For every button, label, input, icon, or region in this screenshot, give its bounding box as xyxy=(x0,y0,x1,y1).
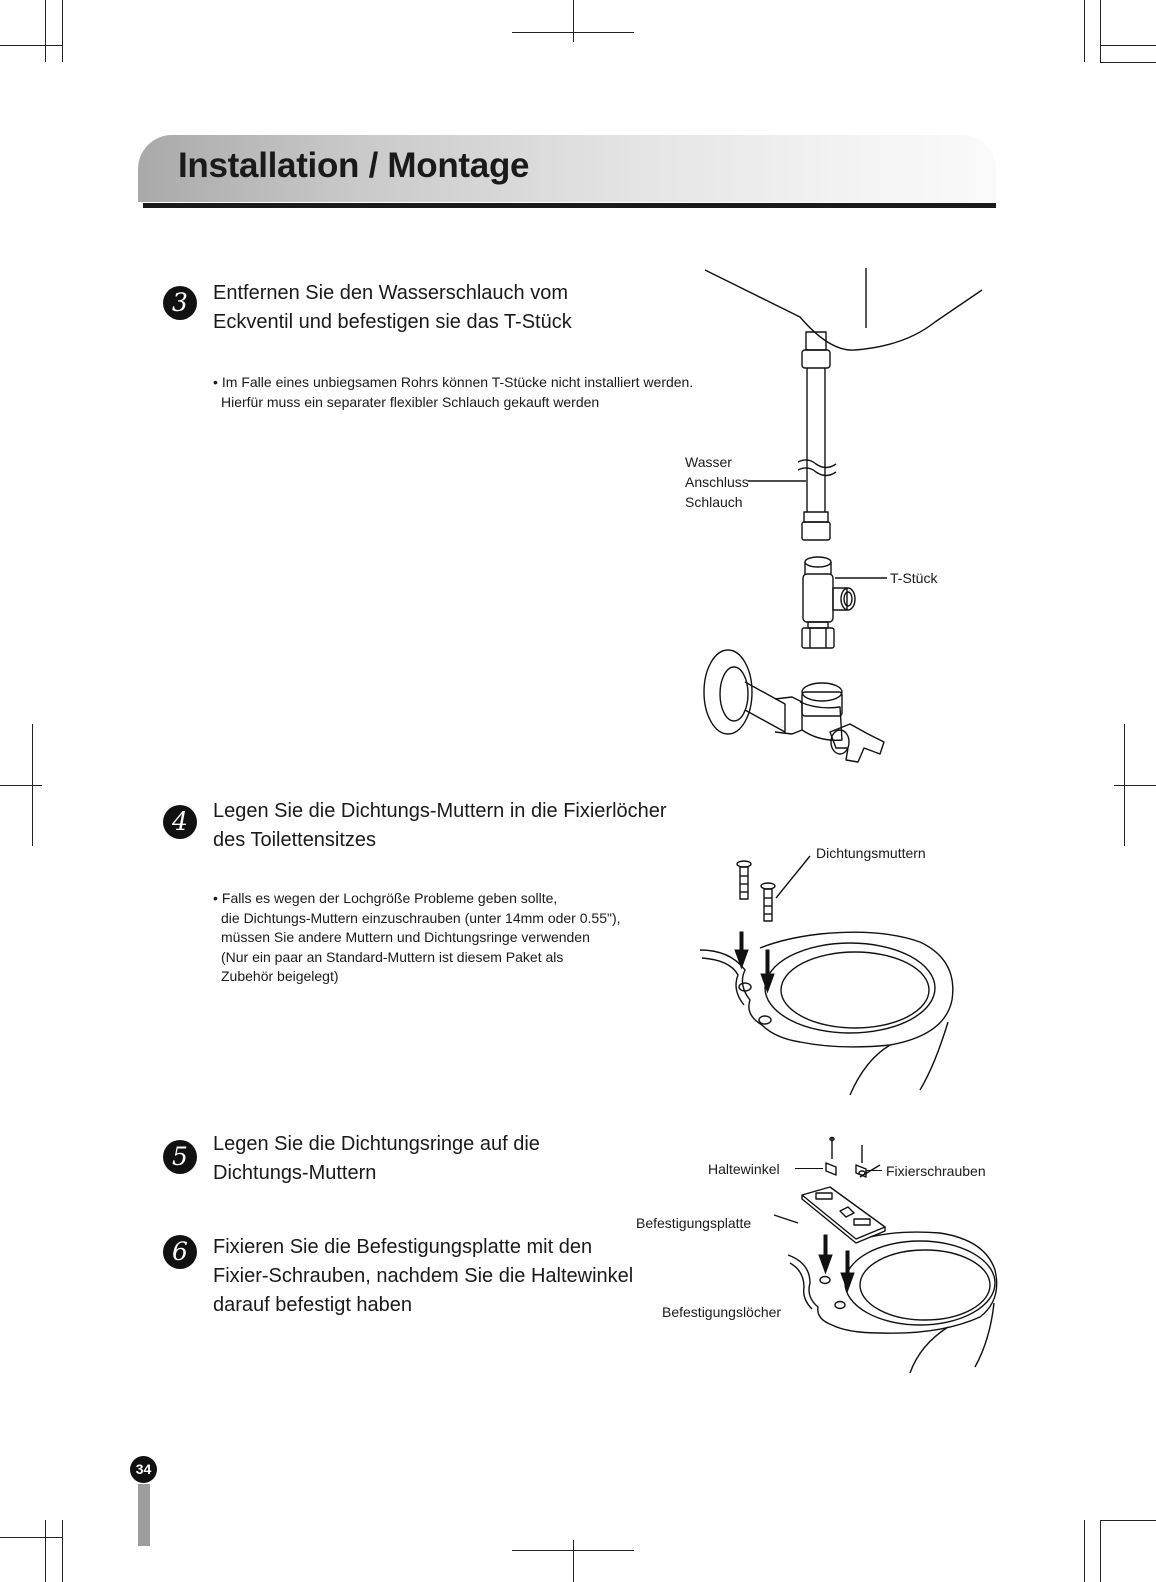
bullet: • xyxy=(213,890,218,906)
leader-line xyxy=(795,1168,823,1169)
step-3-note: • Im Falle eines unbiegsamen Rohrs können T-Stücke nicht installiert werden. Hierfür muss ein separater flexibler Schlauch gekauft werden xyxy=(213,374,694,410)
page-tab xyxy=(138,1484,150,1546)
label-screws: Fixierschrauben xyxy=(886,1163,986,1179)
step-3-title: Entfernen Sie den Wasserschlauch vom Eckventil und befestigen sie das T-Stück xyxy=(213,282,572,333)
step-4-title: Legen Sie die Dichtungs-Muttern in die Fixierlöcher des Toilettensitzes xyxy=(213,800,667,851)
step-number-4: 4 xyxy=(163,805,197,839)
step-number-6: 6 xyxy=(163,1235,197,1269)
step-number-5: 5 xyxy=(163,1140,197,1174)
sealing-nuts-illustration xyxy=(690,850,980,1100)
page-title: Installation / Montage xyxy=(178,146,530,185)
header-rule xyxy=(143,203,996,208)
label-hose: Wasser Anschluss Schlauch xyxy=(685,454,749,510)
step-5-title: Legen Sie die Dichtungsringe auf die Dichtungs-Muttern xyxy=(213,1133,540,1184)
label-tee: T-Stück xyxy=(890,570,938,586)
page-number: 34 xyxy=(130,1456,157,1483)
bullet: • xyxy=(213,374,218,390)
label-bracket: Haltewinkel xyxy=(708,1161,780,1177)
leader-line xyxy=(866,1170,882,1171)
step-6-title: Fixieren Sie die Befestigungsplatte mit den Fixier-Schrauben, nachdem Sie die Haltewinkel darauf befestigt haben xyxy=(213,1236,634,1316)
step-number-3: 3 xyxy=(163,286,197,320)
hose-tee-valve-illustration xyxy=(690,262,1010,782)
label-holes: Befestigungslöcher xyxy=(662,1304,782,1320)
step-4-note: • Falls es wegen der Lochgröße Probleme geben sollte, die Dichtungs-Muttern einzuschrauben (unter 14mm oder 0.55"), müssen Sie andere Muttern und Dichtungsringe verwenden (Nur ein paar an Standard-Muttern ist diesem Paket als Zubehör beigelegt) xyxy=(213,890,621,984)
label-plate: Befestigungsplatte xyxy=(636,1215,752,1231)
label-nuts: Dichtungsmuttern xyxy=(816,845,926,861)
